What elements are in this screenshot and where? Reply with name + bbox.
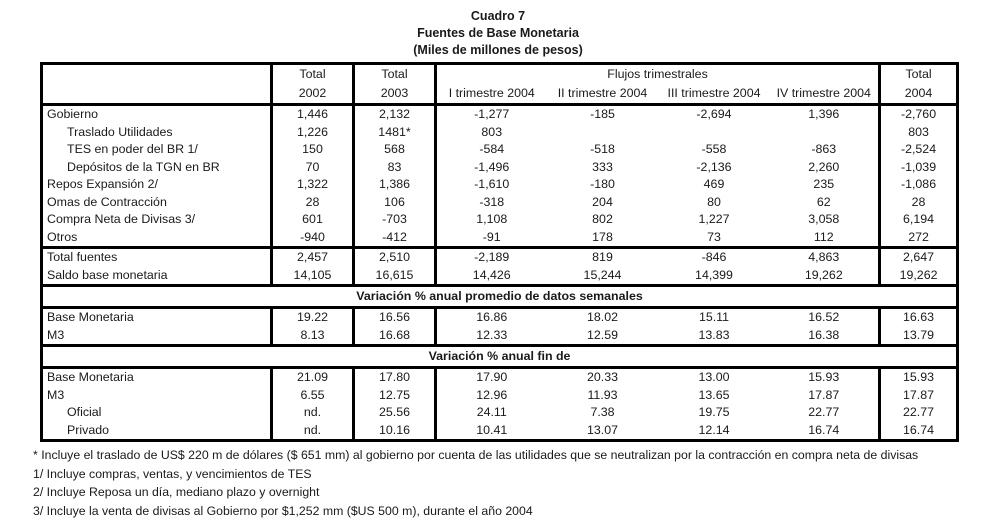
cell-value: 70 — [272, 159, 354, 177]
table-row — [42, 229, 958, 248]
cell-value: 1,386 — [354, 176, 436, 194]
cell-value: 12.33 — [436, 327, 547, 346]
table-row — [42, 211, 958, 229]
cell-value: 14,399 — [695, 267, 733, 282]
cell-value: 16.86 — [436, 308, 547, 327]
cell-value: 13.07 — [586, 422, 618, 437]
cell-value: 21.09 — [272, 368, 354, 387]
cell-value: -518 — [590, 142, 615, 156]
cell-value: 2,510 — [354, 248, 436, 267]
cell-value: 106 — [354, 194, 436, 212]
cell-value: 16.56 — [354, 308, 436, 327]
section-header-label: Variación % anual fin de — [42, 346, 958, 368]
row-label: Base Monetaria — [47, 370, 134, 384]
cell-value: 17.90 — [436, 368, 547, 387]
cell-value: 13.00 — [698, 370, 730, 384]
cell-value: 469 — [703, 177, 725, 191]
col-header-total-2003-line1: Total — [354, 64, 436, 85]
cell-value: -185 — [590, 107, 615, 121]
col-header-total-2003-line2: 2003 — [354, 84, 436, 105]
cell-value: 13.65 — [698, 387, 730, 402]
table-row — [42, 194, 958, 212]
table-row — [42, 248, 958, 267]
header-row-1 — [42, 64, 958, 85]
cell-value: 83 — [354, 159, 436, 177]
cell-value: 19.22 — [272, 308, 354, 327]
cell-value: 12.14 — [698, 422, 730, 437]
cell-value: 568 — [354, 141, 436, 159]
section-header-row — [42, 286, 958, 308]
cell-value: 13.79 — [880, 327, 958, 346]
header-row-2 — [42, 84, 958, 105]
cell-value — [659, 124, 770, 142]
cell-value: -2,760 — [880, 105, 958, 124]
cell-value: 12.96 — [436, 387, 547, 405]
table-number: Cuadro 7 — [470, 9, 526, 23]
col-header-total-2002-line1: Total — [272, 64, 354, 85]
row-label: Repos Expansión 2/ — [47, 177, 158, 191]
cell-value: 204 — [592, 194, 613, 209]
table-row — [42, 105, 958, 124]
cell-value: -863 — [811, 142, 837, 156]
row-label: Gobierno — [47, 107, 98, 121]
cell-value: 1,322 — [272, 176, 354, 194]
cell-value: 10.41 — [436, 422, 547, 441]
cell-value: 819 — [547, 248, 659, 267]
cell-value: 15.11 — [698, 310, 730, 324]
cell-value: -2,189 — [436, 248, 547, 267]
table-row — [42, 387, 958, 405]
cell-value: 7.38 — [590, 405, 615, 419]
table-row — [42, 327, 958, 346]
cell-value: 24.11 — [436, 404, 547, 422]
table-title: Fuentes de Base Monetaria — [417, 26, 579, 40]
footnotes — [33, 446, 996, 520]
cell-value: 601 — [272, 211, 354, 229]
cell-value: 62 — [816, 194, 831, 209]
col-header-total-2002-line2: 2002 — [272, 84, 354, 105]
col-header-quarter-2: II trimestre 2004 — [547, 84, 659, 105]
cell-value: 2,260 — [808, 159, 840, 174]
table-units: (Miles de millones de pesos) — [413, 43, 583, 57]
table-row — [42, 176, 958, 194]
cell-value: 16.52 — [808, 310, 840, 324]
cell-value: -703 — [354, 211, 436, 229]
cell-value: 178 — [592, 229, 613, 244]
section-header-row — [42, 346, 958, 368]
row-label: Traslado Utilidades — [67, 124, 173, 139]
cell-value: 1,446 — [272, 105, 354, 124]
cell-value: -558 — [701, 142, 727, 156]
row-label: Otros — [47, 229, 78, 244]
table-row — [42, 368, 958, 387]
row-label-header-spacer — [42, 84, 272, 105]
cell-value: 1,227 — [698, 212, 730, 226]
cell-value: -2,694 — [696, 107, 732, 121]
cell-value: 12.59 — [586, 327, 618, 342]
footnote-asterisk: * Incluye el traslado de US$ 220 m de dólares ($ 651 mm) al gobierno por cuenta de las utilidades que se neutralizan por la contracción en compra neta de divisas — [33, 448, 919, 462]
cell-value: 19.75 — [698, 405, 730, 419]
cell-value: 112 — [813, 229, 834, 244]
cell-value: 2,132 — [354, 105, 436, 124]
cell-value: 16.74 — [880, 422, 958, 441]
cell-value: -584 — [436, 141, 547, 159]
row-label: TES en poder del BR 1/ — [67, 142, 198, 156]
row-label: Depósitos de la TGN en BR — [67, 159, 220, 174]
cell-value: 6.55 — [272, 387, 354, 405]
cell-value: 333 — [592, 159, 613, 174]
cell-value: 150 — [272, 141, 354, 159]
cell-value: 28 — [272, 194, 354, 212]
cell-value: 3,058 — [808, 212, 840, 226]
cell-value: 17.87 — [808, 387, 840, 402]
table-body — [42, 105, 958, 441]
row-label: Compra Neta de Divisas 3/ — [47, 212, 196, 226]
cell-value: 8.13 — [272, 327, 354, 346]
cell-value: 17.87 — [880, 387, 958, 405]
cell-value: -846 — [659, 248, 770, 267]
cell-value: 272 — [880, 229, 958, 248]
row-label-header — [42, 64, 272, 85]
cell-value: 1,108 — [436, 211, 547, 229]
cell-value: 802 — [592, 212, 613, 226]
cell-value: 2,457 — [272, 248, 354, 267]
cell-value: 22.77 — [808, 405, 840, 419]
cell-value: 73 — [707, 229, 721, 244]
cell-value — [770, 124, 880, 142]
cell-value: 13.83 — [698, 327, 730, 342]
cell-value: 19,262 — [804, 267, 843, 282]
cell-value: 25.56 — [354, 404, 436, 422]
cell-value: -2,136 — [696, 159, 732, 174]
cell-value: 803 — [436, 124, 547, 142]
cell-value: 17.80 — [354, 368, 436, 387]
row-label: Saldo base monetaria — [47, 267, 168, 282]
table-row — [42, 159, 958, 177]
col-header-quarter-1: I trimestre 2004 — [436, 84, 547, 105]
table-row — [42, 124, 958, 142]
table-row — [42, 308, 958, 327]
table-row — [42, 141, 958, 159]
cell-value: -1,610 — [436, 176, 547, 194]
cell-value: 803 — [880, 124, 958, 142]
cell-value: 235 — [813, 177, 835, 191]
cell-value: -412 — [354, 229, 436, 248]
cell-value: 15,244 — [583, 267, 622, 282]
cell-value: 4,863 — [770, 248, 880, 267]
cell-value: -91 — [436, 229, 547, 248]
table-row — [42, 404, 958, 422]
cell-value: 16.74 — [808, 422, 840, 437]
cell-value: nd. — [272, 422, 354, 441]
row-label: Total fuentes — [42, 248, 272, 267]
cell-value: 14,105 — [272, 267, 354, 286]
col-header-total-2004-line2: 2004 — [880, 84, 958, 105]
row-label: Omas de Contracción — [47, 194, 167, 209]
cell-value: -318 — [436, 194, 547, 212]
cell-value: 14,426 — [436, 267, 547, 286]
cell-value: 80 — [707, 194, 721, 209]
row-label: M3 — [47, 327, 65, 342]
cell-value: 1481* — [354, 124, 436, 142]
table-row — [42, 422, 958, 441]
monetary-base-table — [40, 62, 959, 442]
cell-value: 1,226 — [272, 124, 354, 142]
table-row — [42, 267, 958, 286]
row-label: Oficial — [67, 405, 102, 419]
row-label: M3 — [47, 387, 65, 402]
cell-value: 19,262 — [880, 267, 958, 286]
cell-value: 12.75 — [354, 387, 436, 405]
cell-value: 16.68 — [354, 327, 436, 346]
cell-value — [547, 124, 659, 142]
cell-value: 16.38 — [808, 327, 840, 342]
col-header-quarter-3: III trimestre 2004 — [659, 84, 770, 105]
cell-value: 16,615 — [354, 267, 436, 286]
col-header-total-2004-line1: Total — [880, 64, 958, 85]
cell-value: 15.93 — [880, 368, 958, 387]
row-label: Privado — [67, 422, 110, 437]
cell-value: 16.63 — [880, 308, 958, 327]
cell-value: nd. — [272, 404, 354, 422]
cell-value: -1,496 — [436, 159, 547, 177]
cell-value: 2,647 — [880, 248, 958, 267]
table-title-block — [40, 8, 956, 59]
cell-value: 20.33 — [586, 370, 618, 384]
cell-value: 15.93 — [808, 370, 840, 384]
footnote-1: 1/ Incluye compras, ventas, y vencimientos de TES — [33, 466, 312, 481]
cell-value: 6,194 — [880, 211, 958, 229]
cell-value: -1,086 — [880, 176, 958, 194]
col-group-flujos-trimestrales: Flujos trimestrales — [436, 64, 880, 85]
footnote-2: 2/ Incluye Reposa un día, mediano plazo y overnight — [33, 485, 320, 499]
cell-value: 28 — [880, 194, 958, 212]
cell-value: -2,524 — [880, 141, 958, 159]
cell-value: -940 — [272, 229, 354, 248]
footnote-3: 3/ Incluye la venta de divisas al Gobierno por $1,252 mm ($US 500 m), durante el año 2004 — [33, 503, 533, 518]
row-label: Base Monetaria — [47, 310, 134, 324]
cell-value: 18.02 — [586, 310, 618, 324]
cell-value: -1,039 — [880, 159, 958, 177]
col-header-quarter-4: IV trimestre 2004 — [770, 84, 880, 105]
cell-value: 10.16 — [354, 422, 436, 441]
cell-value: -1,277 — [436, 105, 547, 124]
cell-value: 11.93 — [587, 387, 618, 402]
cell-value: 1,396 — [808, 107, 840, 121]
cell-value: 22.77 — [880, 404, 958, 422]
section-header-label: Variación % anual promedio de datos semanales — [42, 286, 958, 308]
cell-value: -180 — [590, 177, 615, 191]
